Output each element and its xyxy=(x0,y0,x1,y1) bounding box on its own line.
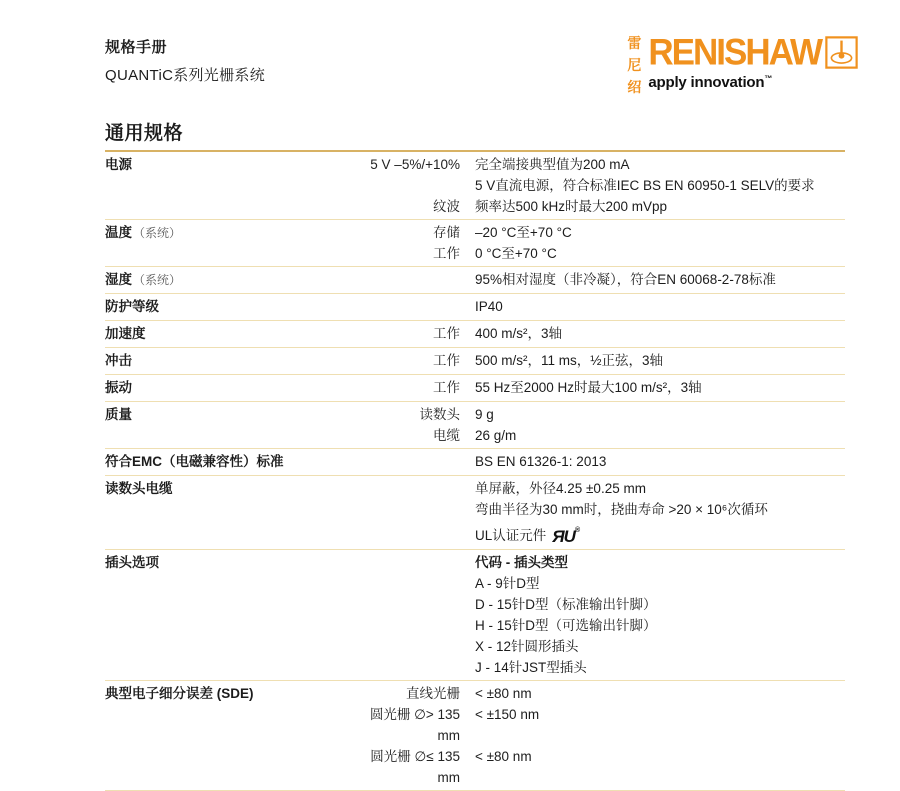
spec-line xyxy=(345,404,845,425)
row-label: 符合EMC（电磁兼容性）标准 xyxy=(105,454,284,469)
spec-condition: 电缆 xyxy=(433,428,460,443)
spec-line xyxy=(345,704,845,746)
table-row-shock xyxy=(105,348,845,375)
spec-value: 500 m/s²，11 ms，½正弦，3轴 xyxy=(475,353,664,368)
spec-value: 单屏蔽，外径4.25 ±0.25 mm xyxy=(475,481,646,496)
spec-line xyxy=(345,594,845,615)
spec-line xyxy=(345,323,845,344)
spec-line xyxy=(345,154,845,175)
section-title: 通用规格 xyxy=(105,123,184,144)
spec-value: 95%相对湿度（非冷凝），符合EN 60068-2-78标准 xyxy=(475,272,776,287)
table-row-sde xyxy=(105,681,845,791)
ul-text: UL认证元件 xyxy=(475,528,547,543)
spec-condition: 5 V –5%/+10% xyxy=(370,157,460,172)
spec-condition: 圆光栅 ∅> 135 mm xyxy=(369,707,460,743)
spec-condition xyxy=(345,573,460,594)
trademark-symbol: ™ xyxy=(764,74,773,83)
row-label: 加速度 xyxy=(105,326,146,341)
spec-value: X - 12针圆形插头 xyxy=(475,639,579,654)
spec-condition xyxy=(345,552,460,573)
spec-line xyxy=(345,377,845,398)
cn-char: 绍 xyxy=(627,79,642,95)
row-note: （系统） xyxy=(133,226,182,240)
spec-value-header: 代码 - 插头类型 xyxy=(475,555,568,570)
spec-line xyxy=(345,520,845,547)
spec-value: < ±80 nm xyxy=(475,686,532,701)
ul-reg-mark: ® xyxy=(574,527,580,534)
spec-condition: 工作 xyxy=(433,380,460,395)
spec-line xyxy=(345,243,845,264)
spec-table xyxy=(105,150,845,791)
spec-value: 5 V直流电源，符合标准IEC BS EN 60950-1 SELV的要求 xyxy=(475,178,815,193)
spec-condition xyxy=(345,451,460,472)
page-header xyxy=(105,31,858,95)
doc-type: 规格手册 xyxy=(105,39,168,56)
spec-condition: 工作 xyxy=(433,326,460,341)
table-row-readhead-cable xyxy=(105,476,845,550)
spec-condition: 工作 xyxy=(433,353,460,368)
spec-value: H - 15针D型（可选输出针脚） xyxy=(475,618,657,633)
brand-wordmark: RENISHAW xyxy=(648,31,821,73)
spec-value: A - 9针D型 xyxy=(475,576,540,591)
spec-condition xyxy=(345,636,460,657)
spec-value: 0 °C至+70 °C xyxy=(475,246,557,261)
spec-line xyxy=(345,451,845,472)
spec-value: D - 15针D型（标准输出针脚） xyxy=(475,597,657,612)
spec-line xyxy=(345,269,845,290)
brand-row xyxy=(648,31,858,73)
spec-line xyxy=(345,657,845,678)
table-row-emc xyxy=(105,449,845,476)
spec-value: J - 14针JST型插头 xyxy=(475,660,587,675)
spec-value: BS EN 61326-1: 2013 xyxy=(475,454,607,469)
renishaw-cn-name xyxy=(627,36,641,94)
table-row-acceleration xyxy=(105,321,845,348)
spec-condition xyxy=(345,657,460,678)
ul-glyphs: ЯU xyxy=(552,527,575,546)
spec-value: 400 m/s²，3轴 xyxy=(475,326,563,341)
cn-char: 雷 xyxy=(627,35,642,51)
spec-line xyxy=(345,175,845,196)
row-label: 防护等级 xyxy=(105,299,159,314)
spec-line xyxy=(345,196,845,217)
row-label: 典型电子细分误差 (SDE) xyxy=(105,686,254,701)
row-label: 温度 xyxy=(105,225,132,240)
spec-value: < ±150 nm xyxy=(475,707,540,722)
cn-char: 尼 xyxy=(627,57,642,73)
spec-line xyxy=(345,296,845,317)
table-row-temperature xyxy=(105,220,845,267)
spec-value: 55 Hz至2000 Hz时最大100 m/s²，3轴 xyxy=(475,380,702,395)
spec-condition xyxy=(345,175,460,196)
table-row-connector-options xyxy=(105,550,845,681)
doc-title-block xyxy=(105,36,265,85)
spec-line xyxy=(345,552,845,573)
spec-value: 频率达500 kHz时最大200 mVpp xyxy=(475,199,668,214)
table-row-mass xyxy=(105,402,845,449)
doc-title: QUANTiC系列光栅系统 xyxy=(105,67,266,84)
row-label: 振动 xyxy=(105,380,132,395)
spec-value: 9 g xyxy=(475,407,494,422)
table-row-sealing xyxy=(105,294,845,321)
spec-condition xyxy=(345,269,460,290)
spec-value: 弯曲半径为30 mm时，挠曲寿命 >20 × 10⁶次循环 xyxy=(475,502,768,517)
spec-line xyxy=(345,573,845,594)
spec-condition xyxy=(345,478,460,499)
logo-right xyxy=(648,31,858,91)
spec-value: < ±80 nm xyxy=(475,749,532,764)
spec-condition: 存储 xyxy=(433,225,460,240)
spec-line xyxy=(345,636,845,657)
row-label: 冲击 xyxy=(105,353,132,368)
row-label: 电源 xyxy=(105,157,132,172)
spec-condition: 读数头 xyxy=(419,407,460,422)
spec-line xyxy=(345,350,845,371)
spec-condition xyxy=(345,296,460,317)
table-row-power xyxy=(105,152,845,220)
spec-condition: 纹波 xyxy=(433,199,460,214)
spec-value: 完全端接典型值为200 mA xyxy=(475,157,630,172)
spec-value: –20 °C至+70 °C xyxy=(475,225,572,240)
spec-line xyxy=(345,683,845,704)
spec-line xyxy=(345,222,845,243)
ul-recognized-component-icon xyxy=(552,520,579,547)
spec-line xyxy=(345,478,845,499)
tagline-text: apply innovation xyxy=(648,74,765,91)
spec-value: IP40 xyxy=(475,299,503,314)
table-row-humidity xyxy=(105,267,845,294)
spec-condition: 直线光栅 xyxy=(406,686,460,701)
row-label: 湿度 xyxy=(105,272,132,287)
table-row-vibration xyxy=(105,375,845,402)
spec-line xyxy=(345,499,845,520)
spec-condition xyxy=(345,615,460,636)
tagline xyxy=(648,74,858,91)
spec-condition: 圆光栅 ∅≤ 135 mm xyxy=(370,749,460,785)
spec-condition xyxy=(345,499,460,520)
spec-condition: 工作 xyxy=(433,246,460,261)
spec-line xyxy=(345,425,845,446)
row-label: 读数头电缆 xyxy=(105,481,173,496)
spec-value: 26 g/m xyxy=(475,428,517,443)
spec-condition xyxy=(345,594,460,615)
spec-line xyxy=(345,746,845,788)
probe-in-square-icon xyxy=(825,36,858,69)
spec-condition xyxy=(345,520,460,547)
row-label: 插头选项 xyxy=(105,555,159,570)
renishaw-logo xyxy=(627,31,858,95)
spec-line xyxy=(345,615,845,636)
row-note: （系统） xyxy=(133,273,182,287)
row-label: 质量 xyxy=(105,407,132,422)
spec-value-ul xyxy=(460,520,845,547)
